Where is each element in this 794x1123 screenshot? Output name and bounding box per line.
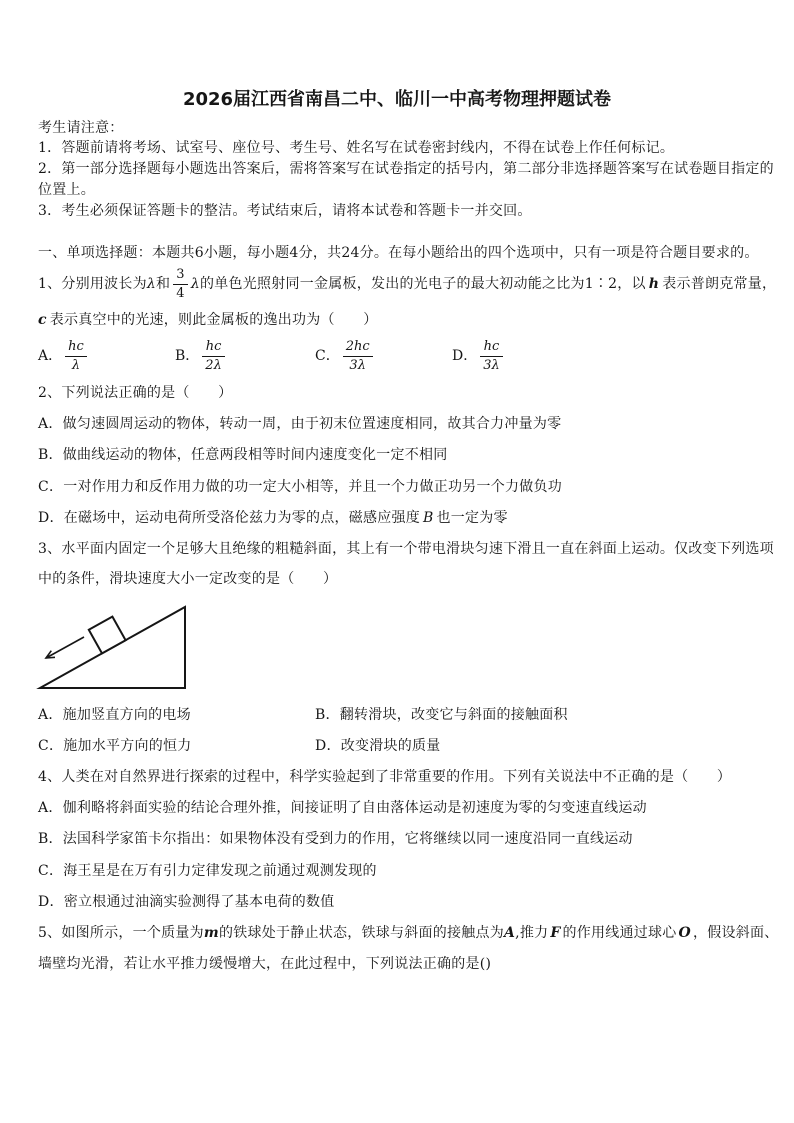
notice-item-2-line-1: 2．第一部分选择题每小题选出答案后，需将答案写在试卷指定的括号内，第二部分非选择题答案写在试卷题目指定的 [38, 161, 774, 177]
q5-text-4: 的作用线通过球心 [562, 925, 677, 941]
q1-option-d [452, 338, 506, 374]
q1-planck-symbol: h [648, 276, 660, 292]
q2-option-d [38, 508, 508, 528]
q2-option-b: B．做曲线运动的物体，任意两段相等时间内速度变化一定不相同 [38, 447, 448, 463]
q5-mass-symbol: m [203, 925, 219, 941]
q3-stem-line-2: 中的条件，滑块速度大小一定改变的是（ ） [38, 571, 338, 587]
q5-stem-line-2: 墙壁均光滑，若让水平推力缓慢增大，在此过程中，下列说法正确的是() [38, 956, 492, 972]
q1-option-b-fraction [202, 340, 225, 373]
q2-stem: 2、下列说法正确的是（ ） [38, 385, 233, 401]
q1-option-d-numerator: hc [480, 340, 503, 357]
q3-stem-line-1: 3、水平面内固定一个足够大且绝缘的粗糙斜面，其上有一个带电滑块匀速下滑且一直在斜面上运动。仅改变下列选项 [38, 541, 774, 557]
q1-lambda-symbol: λ [146, 276, 157, 292]
q1-option-c-label: C． [315, 348, 340, 364]
q2-magnetic-field-symbol: B [422, 510, 434, 526]
q1-text-5: 表示真空中的光速，则此金属板的逸出功为（ ） [49, 312, 378, 328]
q1-text-4: 表示普朗克常量， [662, 276, 777, 292]
q2-option-a: A．做匀速圆周运动的物体，转动一周，由于初末位置速度相同，故其合力冲量为零 [38, 416, 562, 432]
q1-option-c-denominator: 3λ [349, 357, 366, 373]
q2-option-d-text-1: D．在磁场中，运动电荷所受洛伦兹力为零的点，磁感应强度 [38, 510, 420, 526]
q4-option-c: C．海王星是在万有引力定律发现之前通过观测发现的 [38, 863, 377, 879]
q1-option-d-denominator: 3λ [483, 357, 500, 373]
q1-option-a-label: A． [38, 348, 63, 364]
q1-lambda-symbol-2: λ [190, 276, 200, 292]
notice-item-1: 1．答题前请将考场、试室号、座位号、考生号、姓名写在试卷密封线内，不得在试卷上作任何标记。 [38, 140, 675, 156]
q3-incline-figure [35, 600, 195, 695]
q3-option-c: C．施加水平方向的恒力 [38, 738, 192, 754]
q5-point-a-symbol: A [504, 925, 516, 941]
q1-text-2: 和 [156, 276, 171, 292]
q1-option-b-label: B． [175, 348, 200, 364]
q1-option-c-numerator: 2hc [343, 340, 373, 357]
q1-fraction-three-quarters [173, 268, 188, 301]
q1-option-c [315, 338, 376, 374]
q1-option-a-denominator: λ [71, 357, 81, 373]
q5-text-1: 5、如图所示，一个质量为 [38, 925, 204, 941]
q5-text-2: 的铁球处于静止状态，铁球与斜面的接触点为 [219, 925, 504, 941]
notice-item-3: 3．考生必须保证答题卡的整洁。考试结束后，请将本试卷和答题卡一并交回。 [38, 203, 532, 219]
q2-option-c: C．一对作用力和反作用力做的功一定大小相等，并且一个力做正功另一个力做负功 [38, 479, 562, 495]
q1-light-speed-symbol: c [38, 312, 47, 328]
q1-text-3: 的单色光照射同一金属板，发出的光电子的最大初动能之比为1∶2，以 [199, 276, 646, 292]
q4-option-b: B．法国科学家笛卡尔指出：如果物体没有受到力的作用，它将继续以同一速度沿同一直线运动 [38, 831, 633, 847]
slider-block [89, 617, 126, 654]
q2-option-d-text-2: 也一定为零 [436, 510, 508, 526]
q1-stem-line-1 [38, 267, 776, 301]
notice-heading: 考生请注意： [38, 120, 124, 136]
q1-fraction-numerator: 3 [173, 268, 188, 285]
q5-text-3: ,推力 [515, 925, 549, 941]
notice-item-2-line-2: 位置上。 [38, 182, 95, 198]
q1-option-a-fraction [65, 340, 87, 373]
q1-option-b [175, 338, 228, 374]
section-1-heading: 一、单项选择题：本题共6小题，每小题4分，共24分。在每小题给出的四个选项中，只有一项是符合题目要求的。 [38, 245, 759, 261]
q1-fraction-denominator: 4 [176, 285, 185, 301]
q4-option-d: D．密立根通过油滴实验测得了基本电荷的数值 [38, 894, 335, 910]
q1-option-a [38, 338, 90, 374]
q3-option-a: A．施加竖直方向的电场 [38, 707, 191, 723]
q5-force-symbol: F [550, 925, 561, 941]
q3-option-d: D．改变滑块的质量 [315, 738, 441, 754]
q1-option-a-numerator: hc [65, 340, 87, 357]
q1-option-b-numerator: hc [202, 340, 225, 357]
q5-center-o-symbol: O [678, 925, 691, 941]
motion-arrow-shaft [46, 637, 84, 658]
q4-stem: 4、人类在对自然界进行探索的过程中，科学实验起到了非常重要的作用。下列有关说法中不正确的是（ ） [38, 769, 732, 785]
q1-options [0, 338, 794, 374]
q5-stem-line-1 [38, 923, 778, 943]
exam-title: 2026届江西省南昌二中、临川一中高考物理押题试卷 [182, 89, 612, 110]
q1-stem-line-2 [38, 310, 378, 330]
q5-text-5: ，假设斜面、 [692, 925, 779, 941]
q3-option-b: B．翻转滑块，改变它与斜面的接触面积 [315, 707, 568, 723]
q1-text-1: 1、分别用波长为 [38, 276, 147, 292]
q1-option-d-label: D． [452, 348, 478, 364]
q1-option-d-fraction [480, 340, 503, 373]
q1-option-c-fraction [343, 340, 373, 373]
q1-option-b-denominator: 2λ [205, 357, 222, 373]
q4-option-a: A．伽利略将斜面实验的结论合理外推，间接证明了自由落体运动是初速度为零的匀变速直线运动 [38, 800, 647, 816]
